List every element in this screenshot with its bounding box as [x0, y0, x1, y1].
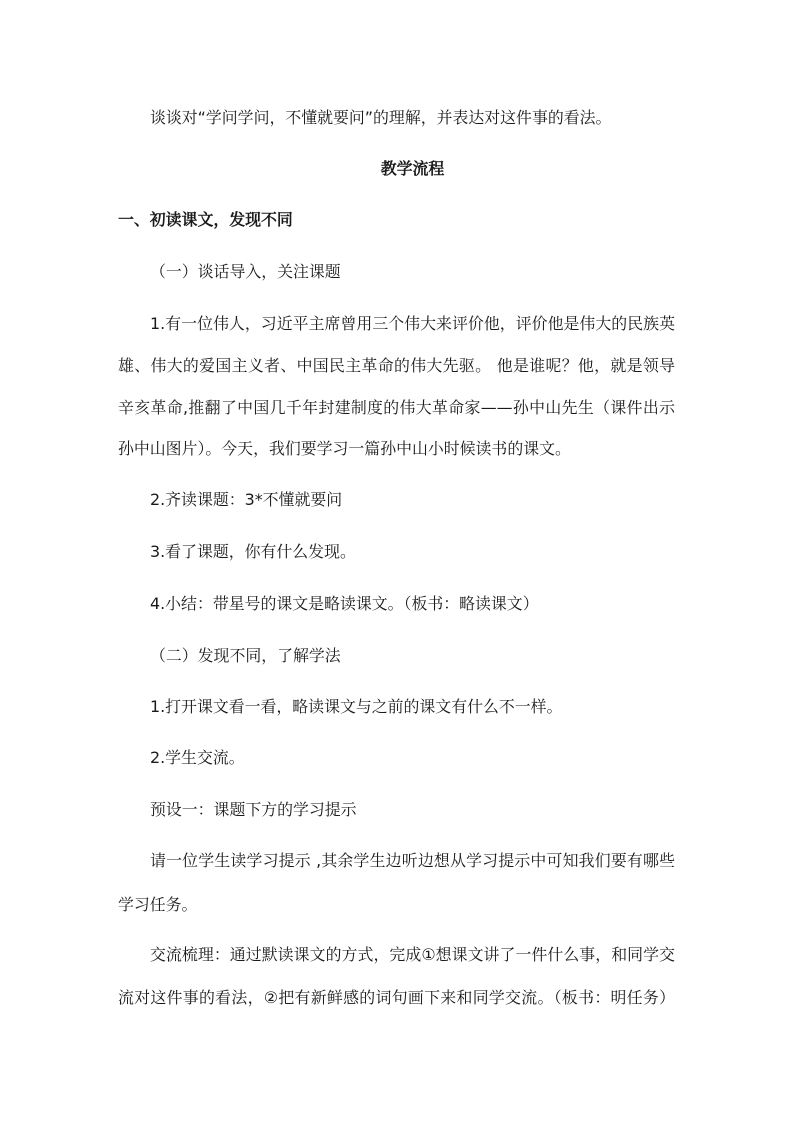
subheading-intro-topic: （一）谈话导入，关注课题 [150, 262, 341, 281]
list-item: 2.齐读课题：3*不懂就要问 [150, 490, 343, 509]
paragraph-line: 流对这件事的看法，②把有新鲜感的词句画下来和同学交流。（板书：明任务） [118, 988, 675, 1007]
heading-first-reading: 一、初读课文，发现不同 [118, 210, 293, 229]
list-item: 3.看了课题，你有什么发现。 [150, 542, 356, 561]
paragraph-line: 交流梳理：通过默读课文的方式，完成①想课文讲了一件什么事，和同学交 [150, 945, 675, 964]
subheading-learn-method: （二）发现不同，了解学法 [150, 646, 341, 665]
paragraph-line: 孙中山图片）。今天，我们要学习一篇孙中山小时候读书的课文。 [118, 439, 571, 458]
section-title: 教学流程 [380, 159, 445, 178]
paragraph-line: 1.有一位伟人，习近平主席曾用三个伟大来评价他，评价他是伟大的民族英 [150, 314, 675, 333]
list-item: 4.小结：带星号的课文是略读课文。（板书：略读课文） [150, 594, 539, 613]
preset-label: 预设一：课题下方的学习提示 [150, 800, 357, 819]
paragraph-line: 雄、伟大的爱国主义者、中国民主革命的伟大先驱。 他是谁呢？他，就是领导 [118, 356, 675, 375]
paragraph-line: 辛亥革命,推翻了中国几千年封建制度的伟大革命家——孙中山先生（课件出示 [118, 398, 675, 417]
list-item: 1.打开课文看一看，略读课文与之前的课文有什么不一样。 [150, 697, 563, 716]
list-item: 2.学生交流。 [150, 748, 245, 767]
paragraph-line: 请一位学生读学习提示 ,其余学生边听边想从学习提示中可知我们要有哪些 [150, 851, 675, 870]
paragraph-line: 谈谈对“学问学问，不懂就要问”的理解，并表达对这件事的看法。 [150, 108, 612, 127]
paragraph-line: 学习任务。 [118, 895, 198, 914]
